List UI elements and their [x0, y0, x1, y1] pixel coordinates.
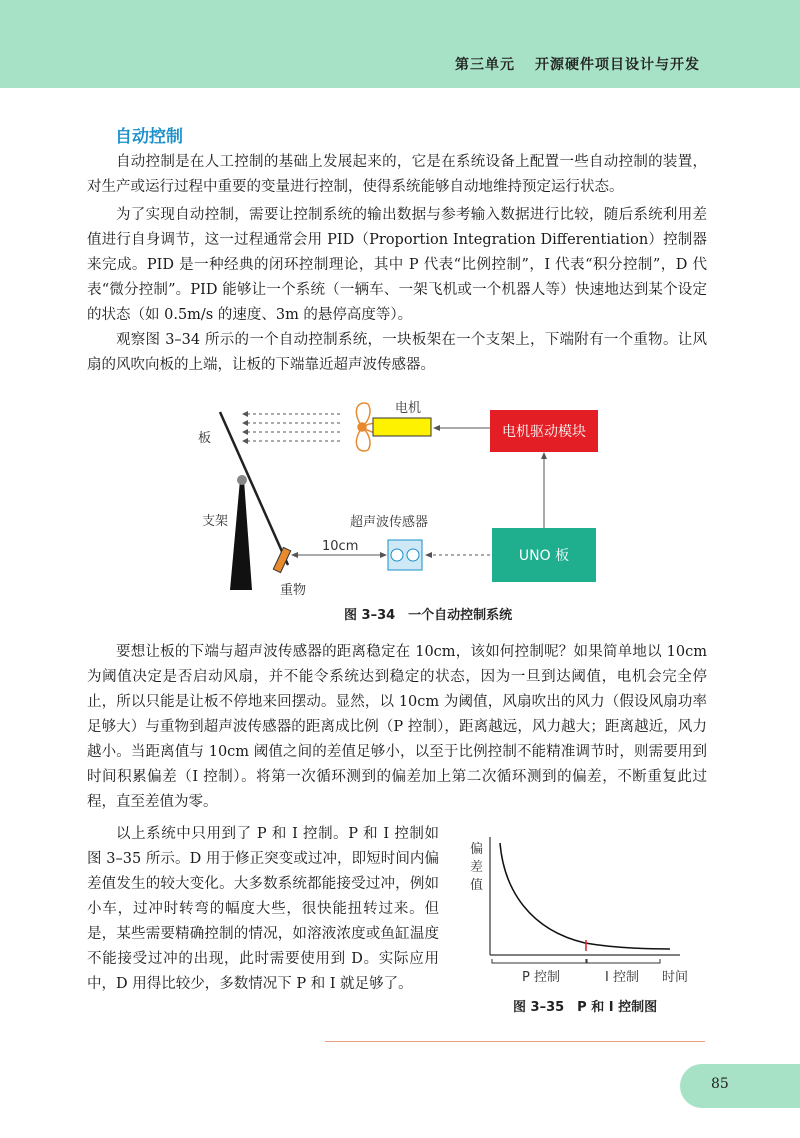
motor-label: 电机: [395, 401, 422, 416]
stand-label: 支架: [202, 514, 229, 529]
y-axis-label-2: 差: [470, 860, 484, 875]
paragraph-1: 自动控制是在人工控制的基础上发展起来的，它是在系统设备上配置一些自动控制的装置，对生产或运行过程中重要的变量进行控制，使得系统能够自动地维持预定运行状态。: [87, 154, 707, 195]
page-number: 85: [711, 1076, 729, 1092]
i-control-brace: [587, 959, 660, 963]
control-system-diagram: [190, 390, 620, 605]
bottom-rule: [325, 1041, 705, 1042]
distance-label: 10cm: [322, 539, 359, 554]
paragraph-4: 要想让板的下端与超声波传感器的距离稳定在 10cm，该如何控制呢？如果简单地以 10cm 为阈值决定是否启动风扇，并不能令系统达到稳定的状态，因为一旦到达阈值，电机会完全停止，所以只能是让板不停地来回摆动。显然，以 10cm 为阈值，风扇吹出的风力（假设风扇功率足够大）与重物到超声波传感器的距离成比例（P 控制），距离越远，风力越大；距离越近，风力越小。当距离值与 10cm 阈值之间的差值足够小，以至于比例控制不能精准调节时，则需要用到时间积累偏差（I 控制）。将第一次循环测到的偏差加上第二次循环测到的偏差，不断重复此过程，直至差值为零。: [87, 644, 707, 810]
x-axis-label: 时间: [662, 970, 689, 985]
board: [220, 412, 288, 565]
unit-label: 第三单元: [455, 57, 515, 73]
running-header: [455, 54, 700, 74]
section-title: 自动控制: [115, 127, 183, 147]
i-control-label: I 控制: [605, 970, 639, 985]
uno-board-label: UNO 板: [518, 548, 570, 564]
pi-control-chart: [460, 835, 700, 990]
wind-arrows: [245, 414, 340, 441]
header-band: [0, 0, 800, 88]
page-number-tab: [680, 1064, 800, 1108]
y-axis-label-1: 偏: [470, 842, 484, 857]
y-axis-label-3: 值: [470, 878, 484, 893]
paragraph-5: 以上系统中只用到了 P 和 I 控制。P 和 I 控制如图 3–35 所示。D 用于修正突变或过冲，即短时间内偏差值发生的较大变化。大多数系统都能接受过冲，例如小车，过冲时转弯的幅度大些，很快能扭转过来。但是，某些需要精确控制的情况，如溶液浓度或鱼缸温度不能接受过冲的出现，此时需要使用到 D。实际应用中，D 用得比较少，多数情况下 P 和 I 就足够了。: [87, 826, 439, 992]
stand: [230, 480, 252, 590]
paragraph-3: 观察图 3–34 所示的一个自动控制系统，一块板架在一个支架上，下端附有一个重物。让风扇的风吹向板的上端，让板的下端靠近超声波传感器。: [87, 332, 707, 373]
unit-title: 开源硬件项目设计与开发: [535, 57, 700, 73]
paragraph-2: 为了实现自动控制，需要让控制系统的输出数据与参考输入数据进行比较，随后系统利用差值进行自身调节，这一过程通常会用 PID（Proportion Integration Differentiation）控制器来完成。PID 是一种经典的闭环控制理论，其中 P 代表“比例控制”，I 代表“积分控制”，D 代表“微分控制”。PID 能够让一个系统（一辆车、一架飞机或一个机器人等）快速地达到某个设定的状态（如 0.5m/s 的速度、3m 的悬停高度等）。: [87, 207, 707, 323]
pivot: [237, 475, 247, 485]
figure-2-caption: 图 3–35 P 和 I 控制图: [513, 1000, 658, 1015]
p-control-brace: [492, 959, 586, 963]
weight-label: 重物: [280, 583, 307, 598]
p-control-label: P 控制: [522, 970, 560, 985]
error-curve: [500, 843, 670, 949]
motor-driver-label: 电机驱动模块: [502, 424, 586, 440]
weight: [273, 547, 290, 572]
board-label: 板: [198, 431, 212, 446]
sensor-label: 超声波传感器: [350, 515, 429, 530]
motor-body: [373, 418, 431, 436]
figure-1-caption: 图 3–34 一个自动控制系统: [344, 608, 513, 623]
